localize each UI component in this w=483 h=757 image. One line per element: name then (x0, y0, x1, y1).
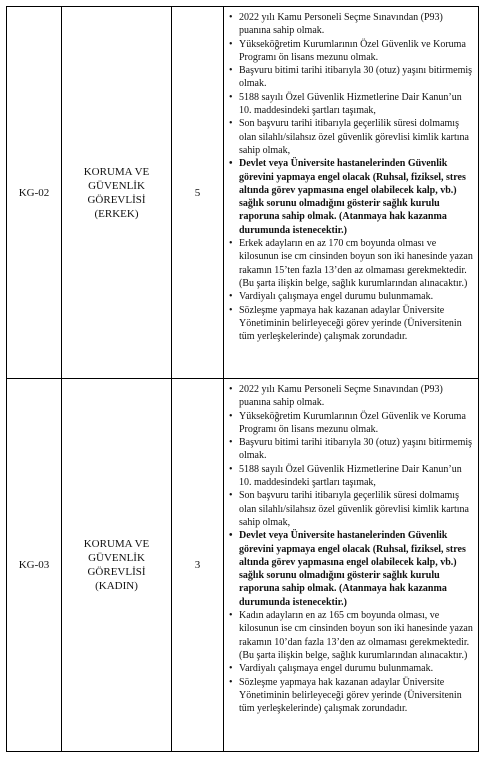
requirements-list (228, 11, 475, 343)
table-row (7, 7, 479, 379)
position-title-line: (ERKEK) (94, 207, 139, 220)
requirement-item: • Kadın adayların en az 165 cm boyunda olması, ve kilosunun ise cm cinsinden boyun son iki hanesinde yazan rakamın 10’dan fazla 13’den az olmaması gerekmektedir. (Bu şarta ilişkin belge, sağlık kurumlarından alınacaktır.) (228, 609, 475, 662)
position-title-line: KORUMA VE (83, 165, 150, 178)
requirement-item: • Devlet veya Üniversite hastanelerinden Güvenlik görevini yapmaya engel olacak (Ruhsal, fiziksel, stres altında görev yapmasına engel olabilecek kalp, vb.) sağlık sorunu olmadığını gösterir sağlık kurulu raporuna sahip olmak. (Atanmaya hak kazanma durumunda istenecektir.) (228, 157, 475, 237)
position-title-line: GÖREVLİSİ (87, 193, 146, 206)
table-row (7, 379, 479, 752)
position-code-cell: KG-02 (7, 7, 62, 379)
position-title-line: GÜVENLİK (88, 179, 145, 192)
requirements-list (228, 383, 475, 715)
requirements-cell (224, 379, 479, 752)
position-title-line: GÖREVLİSİ (87, 566, 146, 578)
position-title-line: (KADIN) (95, 580, 138, 592)
requirement-item: • Sözleşme yapmaya hak kazanan adaylar Üniversite Yönetiminin belirleyeceği görev yerinde (Üniversitenin tüm yerleşkelerinde) çalışmak zorundadır. (228, 304, 475, 344)
requirement-item: • Yükseköğretim Kurumlarının Özel Güvenlik ve Koruma Programı ön lisans mezunu olmak. (228, 410, 475, 437)
position-quota-cell: 5 (172, 7, 224, 379)
requirement-item: • Son başvuru tarihi itibarıyla geçerlilik süresi dolmamış olan silahlı/silahsız özel güvenlik görevlisi kimlik kartına sahip olmak, (228, 117, 475, 157)
requirement-item: • Başvuru bitimi tarihi itibarıyla 30 (otuz) yaşını bitirmemiş olmak. (228, 436, 475, 463)
position-requirements-table (6, 6, 479, 752)
position-title-line: GÜVENLİK (88, 552, 145, 564)
requirement-item: • Vardiyalı çalışmaya engel durumu bulunmamak. (228, 662, 475, 675)
position-code-cell: KG-03 (7, 379, 62, 752)
requirement-item: • Son başvuru tarihi itibarıyla geçerlilik süresi dolmamış olan silahlı/silahsız özel güvenlik görevlisi kimlik kartına sahip olmak, (228, 489, 475, 529)
requirements-cell (224, 7, 479, 379)
position-quota-cell: 3 (172, 379, 224, 752)
requirement-item: • 2022 yılı Kamu Personeli Seçme Sınavından (P93) puanına sahip olmak. (228, 383, 475, 410)
requirement-item: • Yükseköğretim Kurumlarının Özel Güvenlik ve Koruma Programı ön lisans mezunu olmak. (228, 38, 475, 65)
requirement-item: • 5188 sayılı Özel Güvenlik Hizmetlerine Dair Kanun’un 10. maddesindeki şartları taşımak, (228, 91, 475, 118)
requirement-item: • Devlet veya Üniversite hastanelerinden Güvenlik görevini yapmaya engel olacak (Ruhsal, fiziksel, stres altında görev yapmasına engel olabilecek kalp, vb.) sağlık sorunu olmadığını gösterir sağlık kurulu raporuna sahip olmak. (Atanmaya hak kazanma durumunda istenecektir.) (228, 529, 475, 609)
requirement-item: • Başvuru bitimi tarihi itibarıyla 30 (otuz) yaşını bitirmemiş olmak. (228, 64, 475, 91)
requirement-item: • Erkek adayların en az 170 cm boyunda olması ve kilosunun ise cm cinsinden boyun son iki hanesinde yazan rakamın 15’ten fazla 13’den az olmaması gerekmektedir. (Bu şarta ilişkin belge, sağlık kurumlarından alınacaktır.) (228, 237, 475, 290)
position-title-cell (62, 379, 172, 752)
position-title-line: KORUMA VE (83, 538, 150, 550)
requirement-item: • Sözleşme yapmaya hak kazanan adaylar Üniversite Yönetiminin belirleyeceği görev yerinde (Üniversitenin tüm yerleşkelerinde) çalışmak zorundadır. (228, 676, 475, 716)
requirement-item: • 5188 sayılı Özel Güvenlik Hizmetlerine Dair Kanun’un 10. maddesindeki şartları taşımak, (228, 463, 475, 490)
requirement-item: • Vardiyalı çalışmaya engel durumu bulunmamak. (228, 290, 475, 303)
requirement-item: • 2022 yılı Kamu Personeli Seçme Sınavından (P93) puanına sahip olmak. (228, 11, 475, 38)
position-title-cell (62, 7, 172, 379)
